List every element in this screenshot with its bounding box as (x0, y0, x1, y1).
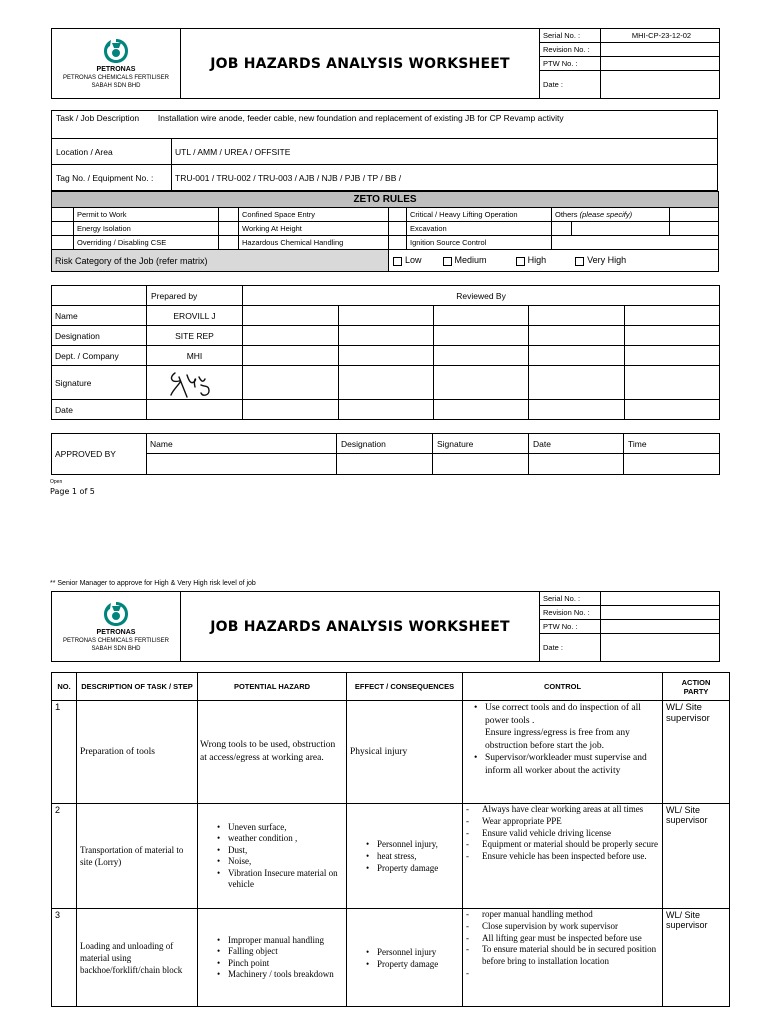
reviewer-cell[interactable] (529, 346, 625, 366)
prepared-name: EROVILL J (147, 306, 243, 326)
list-item: - To ensure material should be in secured position before bring to installation location (465, 944, 660, 968)
page-title: JOB HAZARDS ANALYSIS WORKSHEET (181, 29, 540, 99)
approval-signature-label: Signature (433, 434, 529, 454)
zeto-check-box[interactable] (52, 208, 74, 222)
company-name-line1: PETRONAS CHEMICALS FERTILISER (63, 75, 169, 81)
company-logo-cell (52, 592, 181, 662)
approval-designation-field[interactable] (337, 454, 433, 475)
zeto-item-others (552, 208, 670, 222)
reviewer-cell[interactable] (243, 400, 339, 420)
reviewer-cell[interactable] (243, 366, 339, 400)
reviewer-cell[interactable] (625, 326, 720, 346)
date-label: Date : (540, 634, 601, 662)
row-number: 3 (52, 909, 77, 1007)
col-header-effect: EFFECT / CONSEQUENCES (347, 673, 463, 701)
prepared-signature-cell (147, 366, 243, 400)
risk-medium-checkbox[interactable] (443, 257, 452, 266)
risk-low-label: Low (405, 255, 422, 266)
zeto-check-box[interactable] (389, 236, 407, 250)
list-item: - All lifting gear must be inspected before use (465, 933, 660, 945)
list-item (471, 702, 660, 752)
zeto-item-overriding-cse: Overriding / Disabling CSE (74, 236, 219, 250)
petronas-logo-icon (101, 37, 131, 65)
list-item: • Property damage (363, 862, 460, 874)
reviewer-cell[interactable] (434, 306, 529, 326)
zeto-item-confined-space: Confined Space Entry (239, 208, 389, 222)
prepared-designation: SITE REP (147, 326, 243, 346)
control-measures (463, 701, 663, 804)
reviewed-by-label: Reviewed By (243, 286, 720, 306)
zeto-rules-title: ZETO RULES (52, 192, 719, 208)
page-title: JOB HAZARDS ANALYSIS WORKSHEET (181, 592, 540, 662)
task-description: Transportation of material to site (Lorry) (77, 804, 198, 909)
list-item: • Personnel injury, (363, 838, 460, 850)
zeto-item-critical-lifting: Critical / Heavy Lifting Operation (407, 208, 552, 222)
reviewer-cell[interactable] (625, 346, 720, 366)
reviewer-cell[interactable] (339, 326, 434, 346)
list-item: • Machinery / tools breakdown (214, 969, 344, 981)
task-description: Preparation of tools (77, 701, 198, 804)
zeto-check-box[interactable] (389, 222, 407, 236)
list-item: - Ensure vehicle has been inspected before use. (465, 851, 660, 863)
classification-label: Open (50, 479, 63, 485)
approval-name-field[interactable] (147, 454, 337, 475)
serial-label: Serial No. : (540, 592, 601, 606)
reviewer-cell[interactable] (243, 306, 339, 326)
risk-medium-label: Medium (454, 255, 487, 266)
company-name-line1: PETRONAS CHEMICALS FERTILISER (63, 638, 169, 644)
list-item: • Noise, (214, 856, 344, 868)
table-row (52, 804, 730, 909)
prepared-by-label: Prepared by (147, 286, 243, 306)
location-label: Location / Area (52, 139, 172, 165)
review-table (51, 285, 720, 420)
serial-value: MHI-CP-23-12-02 (601, 29, 720, 43)
reviewer-cell[interactable] (625, 366, 720, 400)
ptw-value (601, 57, 720, 71)
zeto-item-ignition-source: Ignition Source Control (407, 236, 552, 250)
list-item: - Equipment or material should be properly secure (465, 839, 660, 851)
list-item: • Property damage (363, 958, 460, 970)
reviewer-cell[interactable] (529, 366, 625, 400)
zeto-check-box[interactable] (670, 208, 719, 222)
risk-high-label: High (527, 255, 547, 266)
list-item: • weather condition , (214, 833, 344, 845)
control-text: Use correct tools and do inspection of all power tools . (485, 703, 641, 726)
zeto-others-label: Others (555, 210, 578, 219)
reviewer-cell[interactable] (529, 306, 625, 326)
date-value (601, 71, 720, 99)
col-header-no: NO. (52, 673, 77, 701)
tag-value: TRU-001 / TRU-002 / TRU-003 / AJB / NJB / PJB / TP / BB / (172, 165, 718, 191)
page-number: Page 1 of 5 (50, 487, 95, 496)
approval-time-field[interactable] (624, 454, 720, 475)
reviewer-cell[interactable] (625, 400, 720, 420)
col-header-action-party: ACTION PARTY (663, 673, 730, 701)
zeto-check-box[interactable] (670, 222, 719, 236)
list-item: • Uneven surface, (214, 822, 344, 834)
risk-very-high-checkbox[interactable] (575, 257, 584, 266)
reviewer-cell[interactable] (243, 326, 339, 346)
list-item: - Close supervision by work supervisor (465, 921, 660, 933)
petronas-logo-icon (101, 600, 131, 628)
job-info-table (51, 110, 718, 191)
zeto-check-box[interactable] (52, 222, 74, 236)
reviewer-cell[interactable] (434, 400, 529, 420)
zeto-empty-cell (552, 236, 719, 250)
control-measures (463, 909, 663, 1007)
approval-signature-field[interactable] (433, 454, 529, 475)
zeto-check-box[interactable] (552, 222, 572, 236)
risk-low-checkbox[interactable] (393, 257, 402, 266)
reviewer-cell[interactable] (339, 400, 434, 420)
reviewer-cell[interactable] (339, 346, 434, 366)
list-item: - roper manual handling method (465, 909, 660, 921)
zeto-rules-table (51, 191, 719, 272)
serial-label: Serial No. : (540, 29, 601, 43)
task-description-cell (52, 111, 718, 139)
ptw-label: PTW No. : (540, 620, 601, 634)
zeto-item-energy-isolation: Energy Isolation (74, 222, 219, 236)
approval-time-label: Time (624, 434, 720, 454)
date-row-label: Date (52, 400, 147, 420)
revision-label: Revision No. : (540, 606, 601, 620)
col-header-description: DESCRIPTION OF TASK / STEP (77, 673, 198, 701)
list-item: - Wear appropriate PPE (465, 816, 660, 828)
location-value: UTL / AMM / UREA / OFFSITE (172, 139, 718, 165)
reviewer-cell[interactable] (339, 366, 434, 400)
list-item: • Dust, (214, 845, 344, 857)
ptw-value (601, 620, 720, 634)
effect-consequence: Physical injury (347, 701, 463, 804)
list-item: • Improper manual handling (214, 935, 344, 947)
zeto-check-box[interactable] (389, 208, 407, 222)
name-label: Name (52, 306, 147, 326)
page1-header-table (51, 28, 720, 99)
risk-high-checkbox[interactable] (516, 257, 525, 266)
action-party: WL/ Site supervisor (663, 804, 730, 909)
col-header-control: CONTROL (463, 673, 663, 701)
list-item: • heat stress, (363, 850, 460, 862)
reviewer-cell[interactable] (529, 326, 625, 346)
prepared-date[interactable] (147, 400, 243, 420)
jha-table (51, 672, 730, 1007)
serial-value-empty (601, 592, 720, 606)
reviewer-cell[interactable] (339, 306, 434, 326)
dept-label: Dept. / Company (52, 346, 147, 366)
revision-label: Revision No. : (540, 43, 601, 57)
table-row (52, 909, 730, 1007)
list-item: - Ensure valid vehicle driving license (465, 828, 660, 840)
risk-category-options (389, 250, 719, 272)
list-item: - Always have clear working areas at all times (465, 804, 660, 816)
potential-hazard (198, 909, 347, 1007)
action-party: WL/ Site supervisor (663, 701, 730, 804)
col-header-hazard: POTENTIAL HAZARD (198, 673, 347, 701)
zeto-others-field[interactable] (572, 222, 670, 236)
zeto-item-working-at-height: Working At Height (239, 222, 389, 236)
zeto-item-hazardous-chemical: Hazardous Chemical Handling (239, 236, 389, 250)
zeto-check-box[interactable] (52, 236, 74, 250)
list-item: • Supervisor/workleader must supervise and inform all worker about the activity (471, 752, 660, 777)
zeto-item-permit-to-work: Permit to Work (74, 208, 219, 222)
task-description: Loading and unloading of material using backhoe/forklift/chain block (77, 909, 198, 1007)
approved-by-label: APPROVED BY (52, 434, 147, 475)
reviewer-cell[interactable] (434, 326, 529, 346)
list-item: • Falling object (214, 946, 344, 958)
action-party: WL/ Site supervisor (663, 909, 730, 1007)
tag-label: Tag No. / Equipment No. : (52, 165, 172, 191)
row-number: 1 (52, 701, 77, 804)
approval-date-field[interactable] (529, 454, 624, 475)
risk-very-high-label: Very High (587, 255, 627, 266)
approval-date-label: Date (529, 434, 624, 454)
task-description-label: Task / Job Description (56, 113, 140, 123)
signature-label: Signature (52, 366, 147, 400)
approval-designation-label: Designation (337, 434, 433, 454)
review-corner-cell (52, 286, 147, 306)
senior-manager-note: ** Senior Manager to approve for High & Very High risk level of job (50, 580, 256, 587)
handwritten-signature (165, 367, 215, 399)
date-label: Date : (540, 71, 601, 99)
zeto-others-note: (please specify) (579, 210, 633, 219)
reviewer-cell[interactable] (529, 400, 625, 420)
designation-label: Designation (52, 326, 147, 346)
table-row (52, 701, 730, 804)
reviewer-cell[interactable] (434, 366, 529, 400)
approval-name-label: Name (147, 434, 337, 454)
risk-category-label: Risk Category of the Job (refer matrix) (52, 250, 389, 272)
task-description-value: Installation wire anode, feeder cable, new foundation and replacement of existing JB for CP Revamp activity (157, 113, 564, 123)
revision-value (601, 606, 720, 620)
company-logo-cell (52, 29, 181, 99)
zeto-check-box[interactable] (219, 208, 239, 222)
potential-hazard (198, 804, 347, 909)
reviewer-cell[interactable] (434, 346, 529, 366)
company-brand: PETRONAS (96, 629, 136, 636)
effect-consequence (347, 804, 463, 909)
date-value (601, 634, 720, 662)
row-number: 2 (52, 804, 77, 909)
reviewer-cell[interactable] (243, 346, 339, 366)
company-brand: PETRONAS (96, 66, 136, 73)
list-item: • Pinch point (214, 958, 344, 970)
ptw-label: PTW No. : (540, 57, 601, 71)
approval-table (51, 433, 720, 475)
zeto-check-box[interactable] (219, 236, 239, 250)
prepared-dept: MHI (147, 346, 243, 366)
potential-hazard: Wrong tools to be used, obstruction at access/egress at working area. (198, 701, 347, 804)
company-name-line2: SABAH SDN BHD (91, 83, 141, 89)
reviewer-cell[interactable] (625, 306, 720, 326)
control-text: Ensure ingress/egress is free from any obstruction before start the job. (485, 728, 630, 751)
list-item: • Vibration Insecure material on vehicle (214, 868, 344, 891)
zeto-check-box[interactable] (219, 222, 239, 236)
zeto-item-excavation: Excavation (407, 222, 552, 236)
page2-header-table (51, 591, 720, 662)
control-measures (463, 804, 663, 909)
company-name-line2: SABAH SDN BHD (91, 646, 141, 652)
list-item: • Personnel injury (363, 946, 460, 958)
effect-consequence (347, 909, 463, 1007)
revision-value (601, 43, 720, 57)
